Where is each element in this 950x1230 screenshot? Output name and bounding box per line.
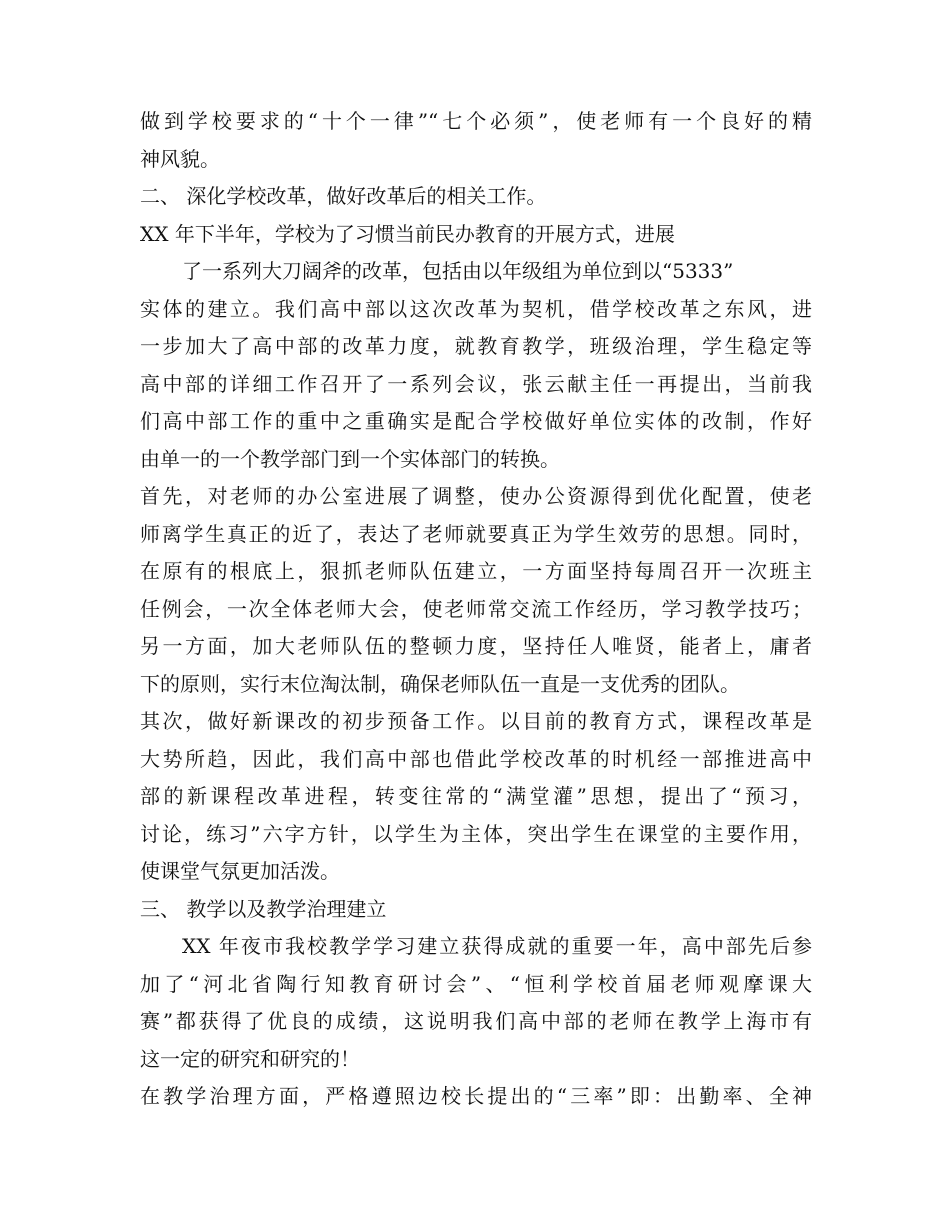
text-line: 神风貌。 bbox=[140, 146, 220, 171]
text-line: 高中部的详细工作召开了一系列会议，张云献主任一再提出，当前我 bbox=[140, 371, 812, 396]
text-line: 二、 深化学校改革，做好改革后的相关工作。 bbox=[140, 184, 547, 208]
document-body bbox=[140, 103, 812, 1116]
text-line: 部的新课程改革进程，转变往常的“满堂灌”思想，提出了“预习， bbox=[140, 784, 812, 808]
text-line: 实体的建立。我们高中部以这次改革为契机，借学校改革之东风，进 bbox=[140, 296, 812, 321]
text-line: 三、 教学以及教学治理建立 bbox=[140, 896, 387, 921]
text-line: 由单一的一个教学部门到一个实体部门的转换。 bbox=[140, 446, 560, 471]
text-line: 这一定的研究和研究的！ bbox=[140, 1046, 360, 1071]
text-line: 做到学校要求的“十个一律”“七个必须”，使老师有一个良好的精 bbox=[140, 109, 812, 133]
text-line: 其次，做好新课改的初步预备工作。以目前的教育方式，课程改革是 bbox=[140, 709, 812, 733]
text-line: 一步加大了高中部的改革力度，就教育教学，班级治理，学生稳定等 bbox=[140, 334, 812, 358]
text-line: 另一方面，加大老师队伍的整顿力度，坚持任人唯贤，能者上，庸者 bbox=[140, 634, 812, 658]
text-line: 在教学治理方面，严格遵照边校长提出的“三率”即：出勤率、全神 bbox=[140, 1084, 812, 1108]
text-line: 赛”都获得了优良的成绩，这说明我们高中部的老师在教学上海市有 bbox=[140, 1009, 812, 1033]
text-line: 使课堂气氛更加活泼。 bbox=[140, 859, 340, 883]
text-line: 任例会，一次全体老师大会，使老师常交流工作经历，学习教学技巧； bbox=[140, 596, 812, 621]
text-line: XX 年夜市我校教学学习建立获得成就的重要一年，高中部先后参 bbox=[182, 934, 812, 958]
text-line: 大势所趋，因此，我们高中部也借此学校改革的时机经一部推进高中 bbox=[140, 746, 812, 771]
text-line: 们高中部工作的重中之重确实是配合学校做好单位实体的改制，作好 bbox=[140, 409, 812, 433]
text-line: 首先，对老师的办公室进展了调整，使办公资源得到优化配置，使老 bbox=[140, 484, 812, 508]
text-line: 在原有的根底上，狠抓老师队伍建立，一方面坚持每周召开一次班主 bbox=[140, 559, 812, 583]
text-line: 加了“河北省陶行知教育研讨会”、“恒利学校首届老师观摩课大 bbox=[140, 971, 812, 996]
text-line: XX 年下半年，学校为了习惯当前民办教育的开展方式，进展 bbox=[140, 221, 675, 246]
text-line: 了一系列大刀阔斧的改革，包括由以年级组为单位到以“5333” bbox=[182, 259, 734, 283]
text-line: 师离学生真正的近了，表达了老师就要真正为学生效劳的思想。同时， bbox=[140, 521, 812, 546]
text-line: 下的原则，实行末位淘汰制，确保老师队伍一直是一支优秀的团队。 bbox=[140, 671, 740, 696]
text-line: 讨论，练习”六字方针，以学生为主体，突出学生在课堂的主要作用， bbox=[140, 821, 812, 846]
